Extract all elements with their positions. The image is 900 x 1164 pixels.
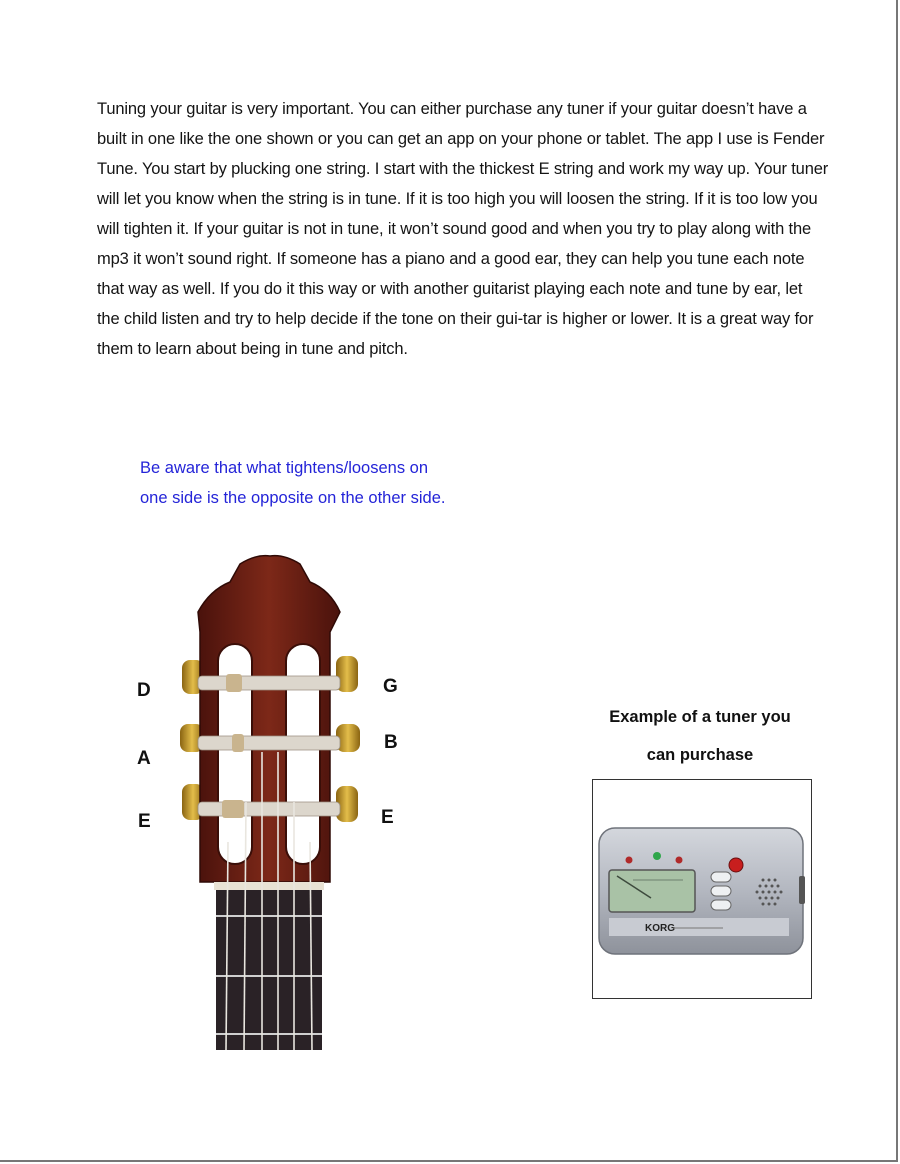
string-label-low-e: E (138, 811, 151, 832)
tuner-device-image (593, 780, 811, 998)
string-label-b: B (384, 732, 398, 753)
tuner-image-frame (592, 779, 812, 999)
tuner-caption-line1: Example of a tuner you (609, 708, 791, 726)
tuner-caption (580, 698, 820, 774)
tuner-caption-line2: can purchase (646, 746, 754, 764)
string-label-g: G (383, 676, 398, 697)
tuning-note: Be aware that what tightens/loosens on one side is the opposite on the other side. (140, 459, 446, 507)
tuner-brand-text: KORG (645, 923, 675, 934)
guitar-headstock-image (170, 552, 370, 1052)
string-label-high-e: E (381, 807, 394, 828)
string-label-d: D (137, 680, 151, 701)
intro-paragraph: Tuning your guitar is very important. You can either purchase any tuner if your guitar doesn’t have a built in one like the one shown or you can get an app on your phone or tablet. The app I use is Fender Tune. You start by plucking one string. I start with the thickest E string and work my way up. Your tuner will let you know when the string is in tune. If it is too high you will loosen the string. If it is too low you will tighten it. If your guitar is not in tune, it won’t sound good and when you try to play along with the mp3 it won’t sound right. If someone has a piano and a good ear, they can help you tune each note that way as well. If you do it this way or with another guitarist playing each note and tune by ear, let the child listen and try to help decide if the tone on their gui-tar is higher or lower. It is a great way for them to learn about being in tune and pitch. (97, 100, 829, 358)
string-label-a: A (137, 748, 151, 769)
